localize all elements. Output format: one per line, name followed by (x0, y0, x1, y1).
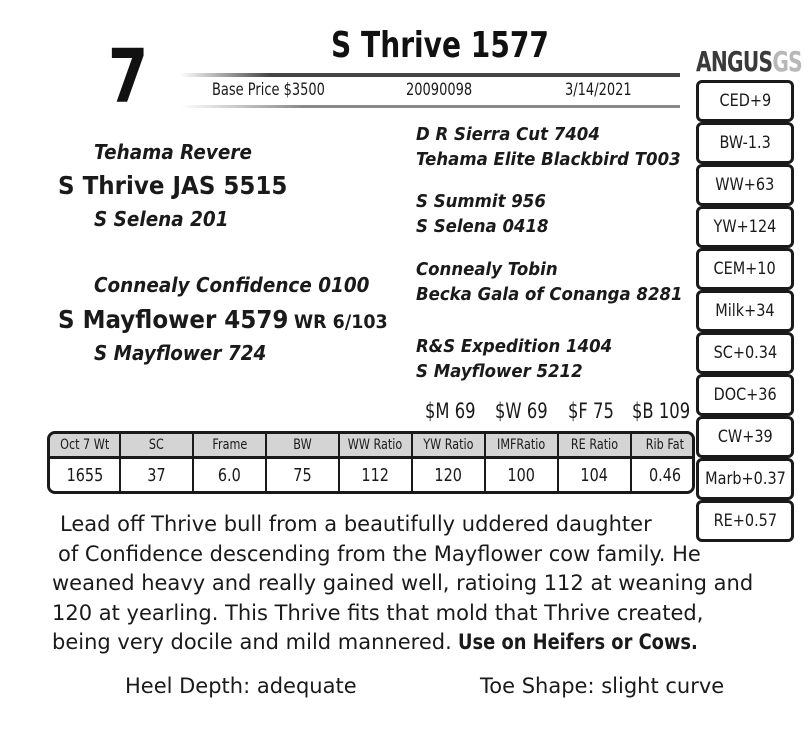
epd-sc: SC+0.34 (696, 332, 794, 374)
perf-header: YW Ratio (413, 434, 486, 459)
epd-ced: CED+9 (696, 80, 794, 122)
pedigree-ds-sire: Connealy Tobin (416, 259, 558, 280)
perf-value: 1655 (50, 459, 121, 491)
header-rule-bottom (180, 105, 680, 108)
epd-column (696, 80, 794, 542)
heel-depth: Heel Depth: adequate (125, 674, 357, 698)
epd-doc: DOC+36 (696, 374, 794, 416)
perf-header: BW (267, 434, 340, 459)
epd-cw: CW+39 (696, 416, 794, 458)
pedigree-dam: S Mayflower 4579 WR 6/103 (58, 305, 388, 334)
perf-value: 120 (413, 459, 486, 491)
perf-value: 100 (486, 459, 559, 491)
perf-header: WW Ratio (340, 434, 413, 459)
description-line: of Confidence descending from the Mayflower cow family. He (58, 541, 701, 566)
perf-header: Frame (194, 434, 267, 459)
perf-value: 6.0 (194, 459, 267, 491)
pedigree-ss-dam: Tehama Elite Blackbird T003 (416, 149, 681, 170)
pedigree-dam-dam: S Mayflower 724 (94, 341, 267, 365)
pedigree-sire-dam: S Selena 201 (94, 207, 229, 231)
index-w: $W 69 (495, 399, 548, 423)
index-b: $B 109 (632, 399, 691, 423)
epd-re: RE+0.57 (696, 500, 794, 542)
logo-text-gs: GS (772, 45, 802, 78)
perf-value: 104 (559, 459, 632, 491)
header-rule-top (180, 73, 680, 77)
perf-value: 0.46 (632, 459, 695, 491)
description-line: 120 at yearling. This Thrive fits that mold that Thrive created, (52, 600, 704, 625)
description-line: Lead off Thrive bull from a beautifully uddered daughter (60, 512, 652, 536)
animal-name: S Thrive 1577 (331, 25, 549, 66)
pedigree-sd-sire: S Summit 956 (416, 191, 546, 212)
epd-yw: YW+124 (696, 206, 794, 248)
description-line-last: being very docile and mild mannered. Use on Heifers or Cows. (52, 628, 782, 658)
pedigree-sire: S Thrive JAS 5515 (58, 171, 288, 200)
epd-bw: BW-1.3 (696, 122, 794, 164)
performance-table (47, 431, 695, 494)
base-price: Base Price $3500 (212, 80, 325, 100)
description-emphasis: Use on Heifers or Cows. (458, 630, 699, 654)
perf-value: 112 (340, 459, 413, 491)
perf-header: RE Ratio (559, 434, 632, 459)
perf-header: Rib Fat (632, 434, 695, 459)
pedigree-dd-dam: S Mayflower 5212 (416, 361, 583, 382)
pedigree-dd-sire: R&S Expedition 1404 (416, 336, 613, 357)
description-line: weaned heavy and really gained well, ratioing 112 at weaning and (52, 571, 754, 595)
epd-marb: Marb+0.37 (696, 458, 794, 500)
perf-value: 37 (121, 459, 194, 491)
epd-milk: Milk+34 (696, 290, 794, 332)
perf-header: IMFRatio (486, 434, 559, 459)
pedigree-dam-sire: Connealy Confidence 0100 (94, 273, 370, 297)
dam-award: WR 6/103 (293, 311, 388, 333)
pedigree-sd-dam: S Selena 0418 (416, 216, 549, 237)
lot-number: 7 (108, 34, 149, 120)
epd-cem: CEM+10 (696, 248, 794, 290)
birth-date: 3/14/2021 (565, 80, 632, 100)
epd-ww: WW+63 (696, 164, 794, 206)
logo-text-angus: ANGUS (696, 45, 773, 78)
perf-header: Oct 7 Wt (50, 434, 121, 459)
perf-header: SC (121, 434, 194, 459)
index-m: $M 69 (425, 399, 476, 423)
index-f: $F 75 (568, 399, 614, 423)
pedigree-ds-dam: Becka Gala of Conanga 8281 (416, 284, 683, 305)
registration-number: 20090098 (406, 80, 473, 100)
toe-shape: Toe Shape: slight curve (480, 674, 725, 698)
perf-value: 75 (267, 459, 340, 491)
pedigree-sire-sire: Tehama Revere (94, 140, 252, 164)
description (52, 510, 782, 658)
angus-gs-logo (696, 45, 802, 78)
pedigree-ss-sire: D R Sierra Cut 7404 (416, 124, 600, 145)
